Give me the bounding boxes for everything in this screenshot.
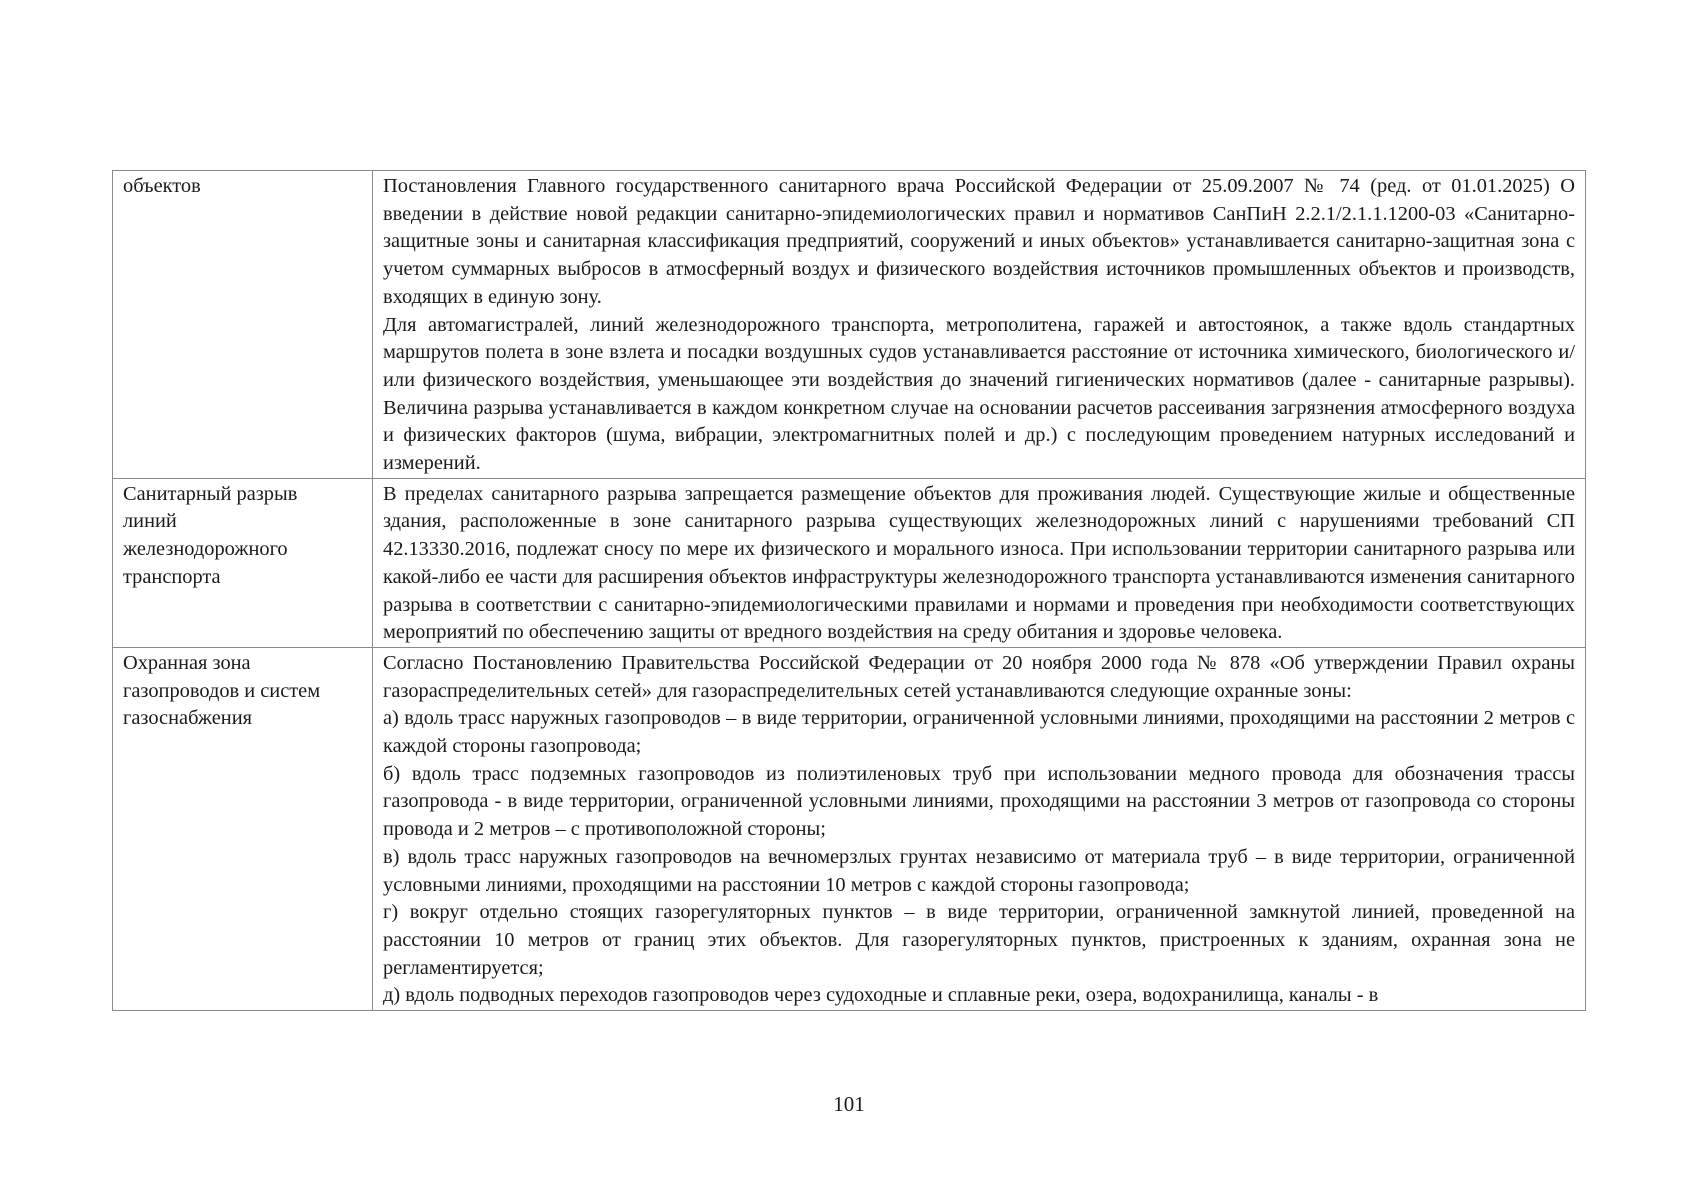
description-paragraph: а) вдоль трасс наружных газопроводов – в виде территории, ограниченной условными линиями, проходящими на расстоянии 2 метров с каждой стороны газопровода; — [383, 707, 1575, 758]
description-paragraph: Для автомагистралей, линий железнодорожного транспорта, метрополитена, гаражей и автостоянок, а также вдоль стандартных маршрутов полета в зоне взлета и посадки воздушных судов устанавливается расстояние от источника химического, биологического и/или физического воздействия, уменьшающее эти воздействия до значений гигиенических нормативов (далее - санитарные разрывы). Величина разрыва устанавливается в каждом конкретном случае на основании расчетов рассеивания загрязнения атмосферного воздуха и физических факторов (шума, вибрации, электромагнитных полей и др.) с последующим проведением натурных исследований и измерений. — [383, 313, 1575, 475]
description-paragraph: Постановления Главного государственного санитарного врача Российской Федерации от 25.09.2007 № 74 (ред. от 01.01.2025) О введении в действие новой редакции санитарно-эпидемиологических правил и нормативов СанПиН 2.2.1/2.1.1.1200-03 «Санитарно-защитные зоны и санитарная классификация предприятий, сооружений и иных объектов» устанавливается санитарно-защитная зона с учетом суммарных выбросов в атмосферный воздух и физического воздействия источников промышленных объектов и производств, входящих в единую зону. — [383, 175, 1575, 308]
page-number: 101 — [833, 1092, 865, 1116]
zones-table — [112, 170, 1586, 1011]
table-row — [113, 478, 1586, 647]
table-row — [113, 647, 1586, 1010]
table-row — [113, 171, 1586, 479]
zone-name-line: Санитарный разрыв — [123, 482, 298, 505]
description-paragraph: Согласно Постановлению Правительства Российской Федерации от 20 ноября 2000 года № 878 «Об утверждении Правил охраны газораспределительных сетей» для газораспределительных сетей устанавливаются следующие охранные зоны: — [383, 651, 1575, 702]
zone-name-cell — [113, 647, 373, 1010]
description-paragraph: в) вдоль трасс наружных газопроводов на вечномерзлых грунтах независимо от материала труб – в виде территории, ограниченной условными линиями, проходящими на расстоянии 10 метров с каждой стороны газопровода; — [383, 845, 1575, 896]
zone-description-cell — [373, 171, 1586, 479]
description-paragraph: б) вдоль трасс подземных газопроводов из полиэтиленовых труб при использовании медного провода для обозначения трассы газопровода - в виде территории, ограниченной условными линиями, проходящими на расстоянии 3 метров от газопровода со стороны провода и 2 метров – с противоположной стороны; — [383, 762, 1575, 841]
description-paragraph: г) вокруг отдельно стоящих газорегуляторных пунктов – в виде территории, ограниченной замкнутой линией, проведенной на расстоянии 10 метров от границ этих объектов. Для газорегуляторных пунктов, пристроенных к зданиям, охранная зона не регламентируется; — [383, 901, 1575, 979]
description-paragraph: д) вдоль подводных переходов газопроводов через судоходные и сплавные реки, озера, водохранилища, каналы - в — [383, 984, 1379, 1007]
zone-name-line: линий — [123, 510, 177, 533]
zone-name-line: газопроводов и систем — [123, 679, 321, 702]
zone-description-cell — [373, 647, 1586, 1010]
zone-name-line: транспорта — [123, 565, 221, 588]
zone-description-cell — [373, 478, 1586, 647]
zone-name-line: объектов — [123, 175, 201, 197]
description-paragraph: В пределах санитарного разрыва запрещается размещение объектов для проживания людей. Существующие жилые и общественные здания, расположенные в зоне санитарного разрыва существующих железнодорожных линий с нарушениями требований СП 42.13330.2016, подлежат сносу по мере их физического и морального износа. При использовании территории санитарного разрыва или какой-либо ее части для расширения объектов инфраструктуры железнодорожного транспорта устанавливаются изменения санитарного разрыва в соответствии с санитарно-эпидемиологическими правилами и нормами и проведения при необходимости соответствующих мероприятий по обеспечению защиты от вредного воздействия на среду обитания и здоровье человека. — [383, 482, 1575, 644]
zone-name-line: железнодорожного — [123, 538, 288, 561]
zone-name-cell — [113, 478, 373, 647]
zone-name-line: газоснабжения — [123, 707, 253, 730]
zone-name-line: Охранная зона — [123, 651, 251, 674]
zone-name-cell — [113, 171, 373, 479]
